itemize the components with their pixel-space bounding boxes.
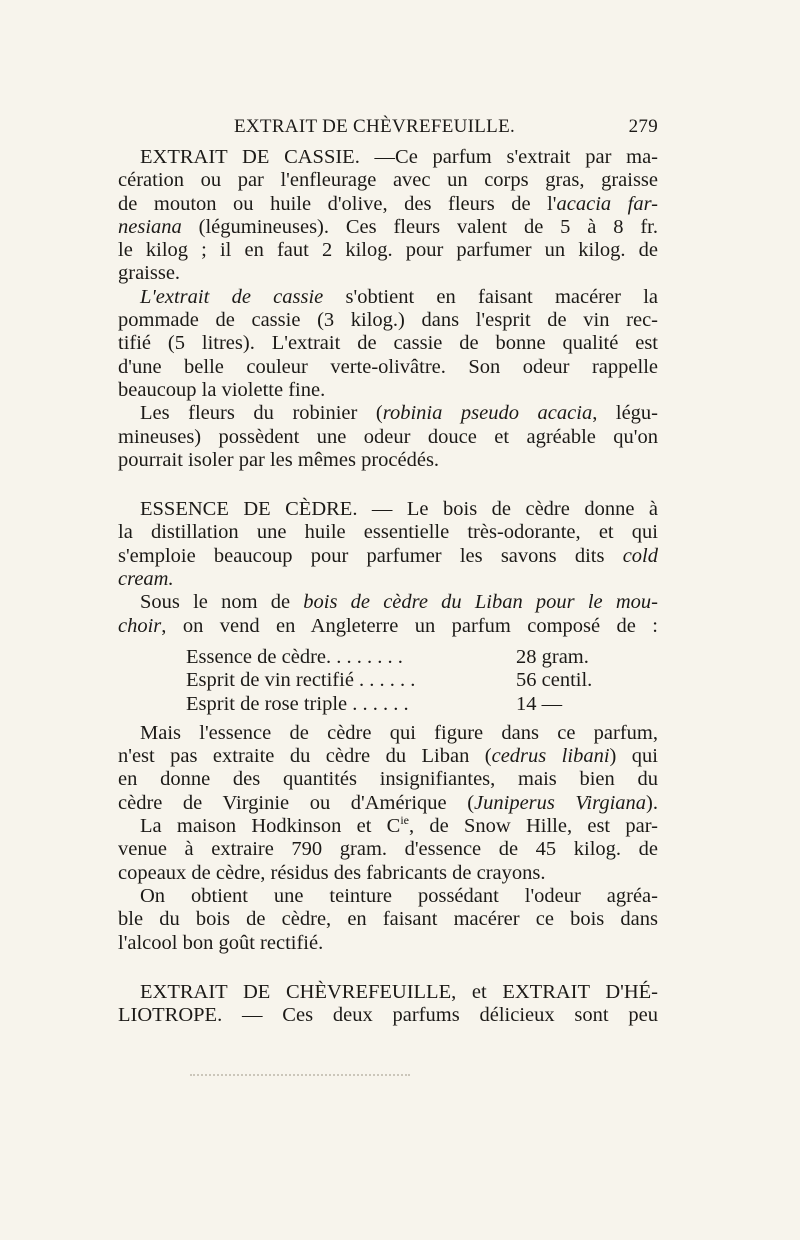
text-line: On obtient une teinture possédant l'odeur agréa- [140, 884, 658, 907]
text-line: La maison Hodkinson et $C^{ie}$, de Snow Hille, est par- [140, 813, 658, 838]
recipe-quantity: 56 centil. [516, 669, 593, 692]
text-line: EXTRAIT DE CASSIE. —Ce parfum s'extrait par ma- [140, 146, 658, 168]
print-smudge [190, 1074, 410, 1082]
page-body [118, 146, 658, 1027]
text-line: EXTRAIT DE CHÈVREFEUILLE, et EXTRAIT D'HÉ- [140, 980, 658, 1003]
text-line: de mouton ou huile d'olive, des fleurs de l'acacia far- [118, 192, 659, 215]
recipe-row [186, 646, 658, 669]
text-line: le kilog ; il en faut 2 kilog. pour parfumer un kilog. de [118, 239, 658, 262]
text-line: mineuses) possèdent une odeur douce et agréable qu'on [118, 425, 658, 448]
text-line: cèdre de Virginie ou d'Amérique (Juniperus Virgiana). [118, 791, 658, 814]
text-line: s'emploie beaucoup pour parfumer les savons dits cold [118, 544, 658, 567]
page-number: 279 [628, 116, 658, 137]
text-line: venue à extraire 790 gram. d'essence de 45 kilog. de [118, 838, 658, 861]
text-line: Mais l'essence de cèdre qui figure dans ce parfum, [140, 721, 658, 744]
text-line: beaucoup la violette fine. [118, 378, 326, 401]
recipe-ingredient: Essence de cèdre. . . . . . . . [186, 645, 403, 668]
text-line: L'extrait de cassie s'obtient en faisant macérer la [140, 285, 658, 308]
text-line: Les fleurs du robinier (robinia pseudo acacia, légu- [140, 402, 659, 425]
recipe-quantity: 14 — [516, 692, 563, 715]
text-line: copeaux de cèdre, résidus des fabricants de crayons. [118, 861, 546, 884]
text-line: choir, on vend en Angleterre un parfum composé de : [118, 614, 658, 637]
text-line: nesiana (légumineuses). Ces fleurs valent de 5 à 8 fr. [118, 215, 658, 238]
text-line: en donne des quantités insignifiantes, mais bien du [118, 768, 658, 791]
text-line: ESSENCE DE CÈDRE. — Le bois de cèdre donne à [140, 498, 658, 521]
recipe-table [118, 646, 658, 716]
text-line: la distillation une huile essentielle très-odorante, et qui [118, 521, 658, 544]
text-line: n'est pas extraite du cèdre du Liban (cedrus libani) qui [118, 745, 658, 768]
recipe-ingredient: Esprit de vin rectifié . . . . . . [186, 669, 416, 692]
text-line: d'une belle couleur verte-olivâtre. Son odeur rappelle [118, 355, 658, 378]
text-line: LIOTROPE. — Ces deux parfums délicieux sont peu [118, 1004, 658, 1027]
recipe-row [186, 669, 658, 692]
running-title: EXTRAIT DE CHÈVREFEUILLE. [234, 116, 516, 137]
text-line: pourrait isoler par les mêmes procédés. [118, 448, 440, 471]
recipe-ingredient: Esprit de rose triple . . . . . . [186, 692, 409, 715]
text-line: cération ou par l'enfleurage avec un corps gras, graisse [118, 169, 658, 192]
text-line: l'alcool bon goût rectifié. [118, 931, 324, 954]
recipe-quantity: 28 gram. [516, 645, 589, 668]
recipe-row [186, 693, 658, 716]
text-line: graisse. [118, 262, 181, 285]
text-line: Sous le nom de bois de cèdre du Liban pour le mou- [140, 591, 658, 614]
text-line: pommade de cassie (3 kilog.) dans l'esprit de vin rec- [118, 309, 658, 332]
text-line: cream. [118, 568, 174, 591]
text-line: ble du bois de cèdre, en faisant macérer ce bois dans [118, 908, 658, 931]
text-line: tifié (5 litres). L'extrait de cassie de bonne qualité est [118, 332, 658, 355]
